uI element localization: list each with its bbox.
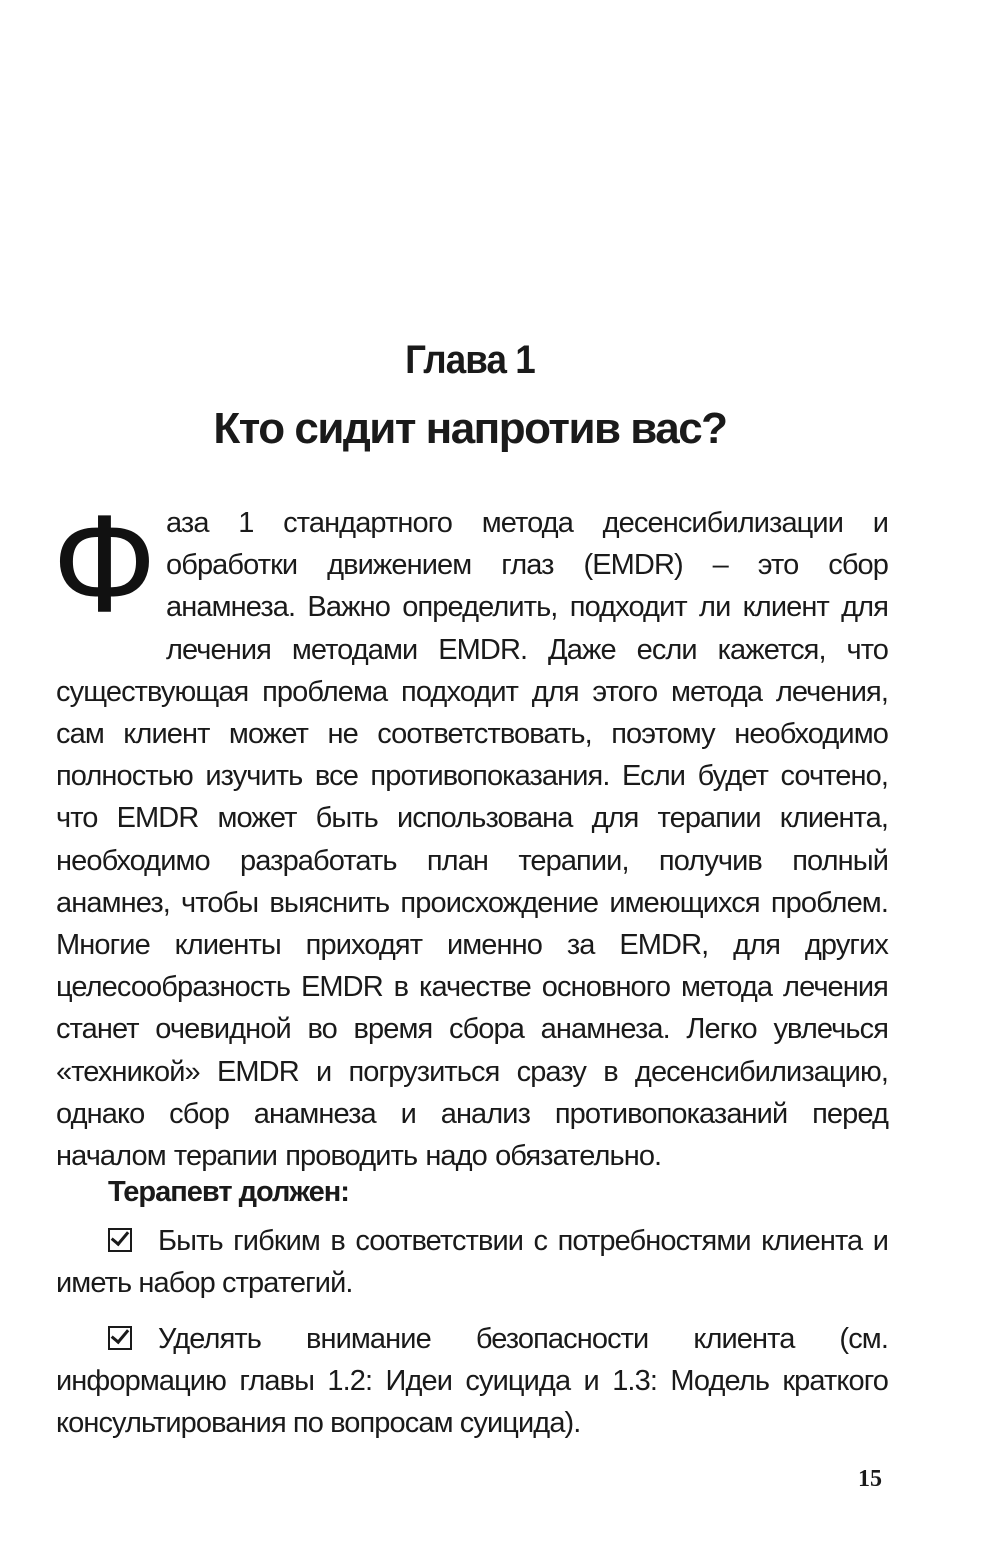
- drop-cap: Ф: [52, 487, 157, 641]
- page-number: 15: [858, 1466, 882, 1492]
- checklist-item-text: Быть гибким в соответствии с потребностями клиента и иметь набор стратегий.: [56, 1225, 888, 1299]
- checklist-item: [56, 1318, 888, 1444]
- chapter-title: Кто сидит напротив вас?: [213, 404, 727, 453]
- checkbox-checked-icon: [108, 1326, 132, 1350]
- intro-paragraph: [52, 487, 888, 1177]
- section-heading: Терапевт должен:: [108, 1176, 349, 1208]
- checkbox-checked-icon: [108, 1228, 132, 1252]
- chapter-number: Глава 1: [405, 338, 535, 382]
- checklist-item-text: Уделять внимание безопасности клиента (см. информацию главы 1.2: Идеи суицида и 1.3: Модель краткого консультирования по вопросам суицида).: [56, 1323, 888, 1439]
- checklist-item: [56, 1220, 888, 1304]
- paragraph-text: аза 1 стандартного метода десенсибилизации и обработки движением глаз (EMDR) – это сбор анамнеза. Важно определить, подходит ли клиент для лечения методами EMDR. Даже если кажется, что существующая проблема подходит для этого метода лечения, сам клиент может не соответствовать, поэтому необходимо полностью изучить все противопоказания. Если будет сочтено, что EMDR может быть использована для терапии клиента, необходимо разработать план терапии, получив полный анамнез, чтобы выяснить происхождение имеющихся проблем. Многие клиенты приходят именно за EMDR, для других целесообразность EMDR в качестве основного метода лечения станет очевидной во время сбора анамнеза. Легко увлечься «техникой» EMDR и погрузиться сразу в десенсибилизацию, однако сбор анамнеза и анализ противопоказаний перед началом терапии проводить надо обязательно.: [56, 507, 888, 1173]
